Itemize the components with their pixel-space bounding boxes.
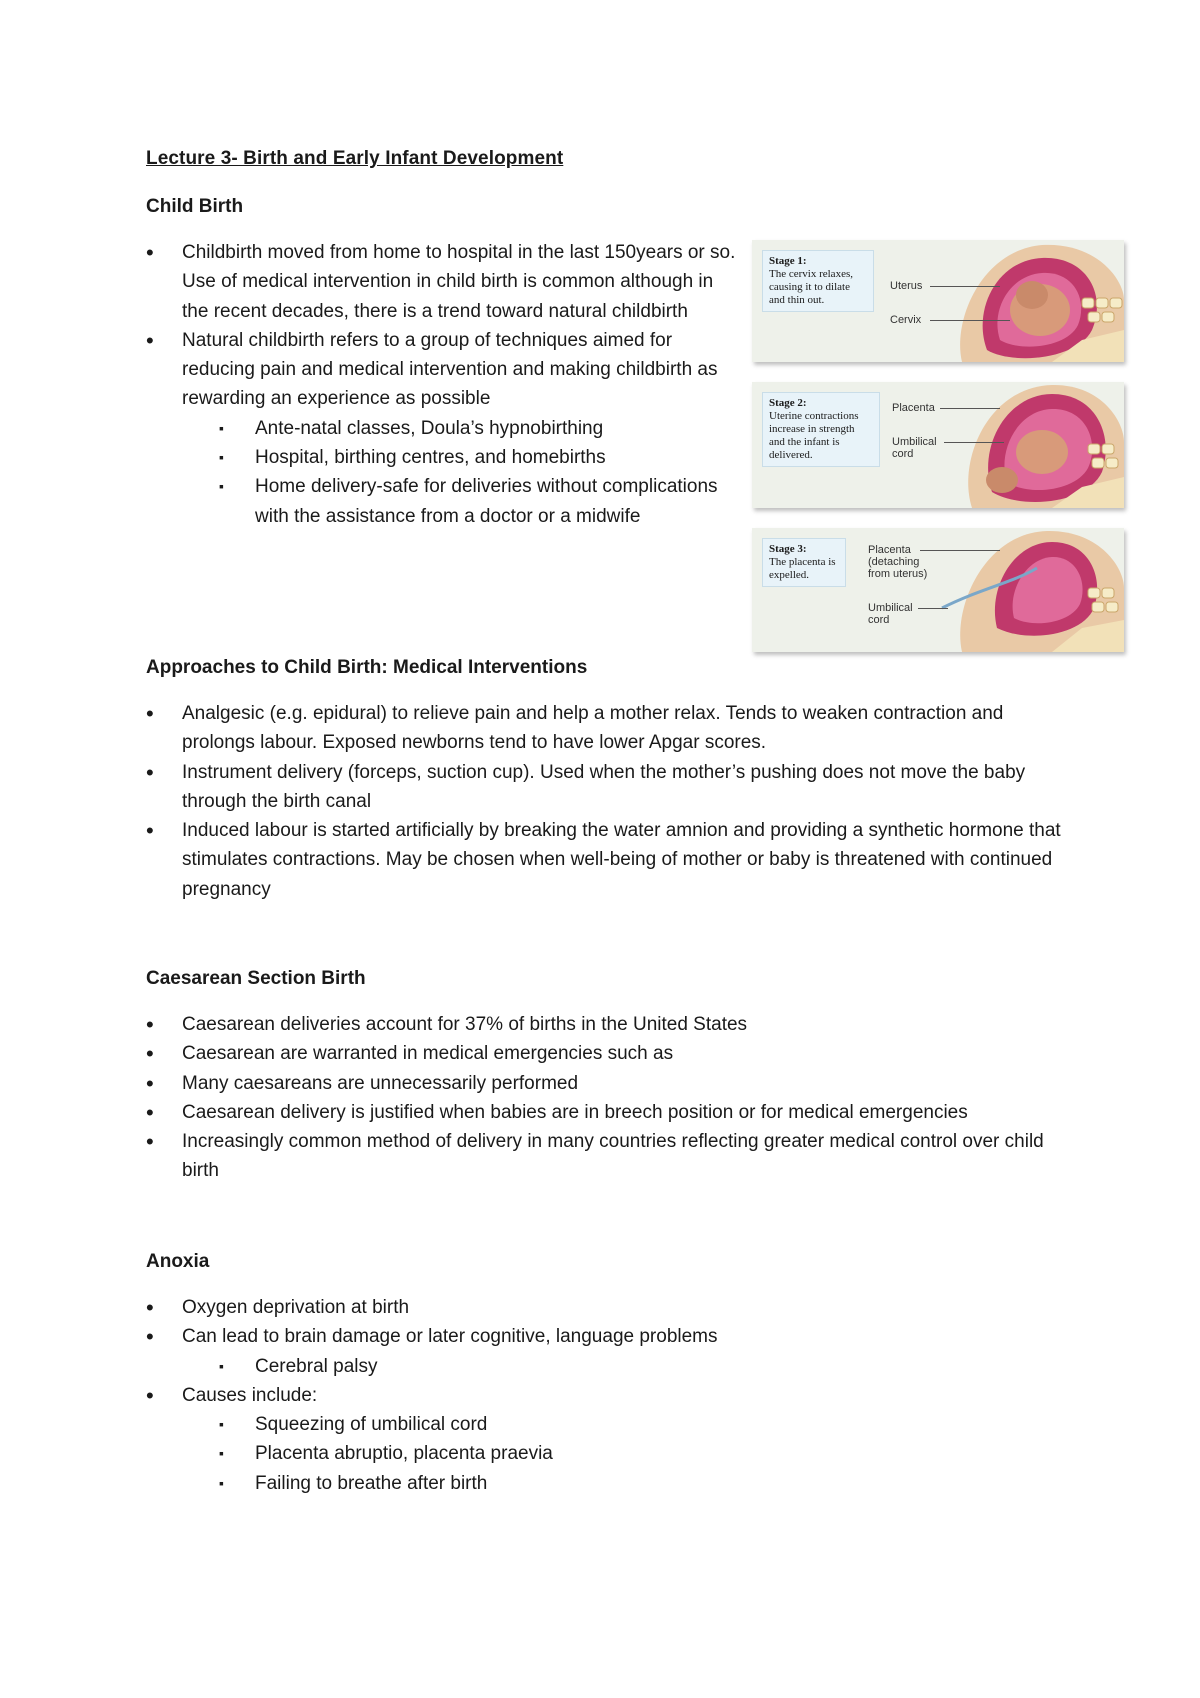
stage-3-title: Stage 3: [769, 543, 807, 555]
labour-stage-3-figure [752, 528, 1124, 652]
anoxia-causes-sublist [182, 1410, 1066, 1498]
approaches-list [146, 699, 1066, 904]
stage-2-text: Uterine contractions increase in strength and the infant is delivered. [769, 410, 859, 461]
stage-3-caption [762, 538, 846, 587]
list-item: • Instrument delivery (forceps, suction cup). Used when the mother’s pushing does not move the baby through the birth canal [146, 758, 1066, 817]
sub-list-item: ▪ Ante-natal classes, Doula’s hypnobirthing [219, 414, 736, 443]
heading-anoxia: Anoxia [146, 1251, 210, 1272]
list-item [146, 1322, 1066, 1381]
list-item: • Many caesareans are unnecessarily performed [146, 1069, 1066, 1098]
child-birth-sublist [182, 414, 736, 531]
stage-3-label-umbilical-cord: Umbilical cord [868, 602, 913, 626]
heading-caesarean: Caesarean Section Birth [146, 968, 366, 989]
labour-stage-1-figure [752, 240, 1124, 362]
stage-1-caption [762, 250, 874, 312]
child-birth-list [146, 238, 736, 531]
stage-1-label-cervix: Cervix [890, 314, 922, 326]
stage-2-caption [762, 392, 880, 467]
sub-list-item: ▪ Hospital, birthing centres, and homebirths [219, 443, 736, 472]
sub-list-item: ▪ Failing to breathe after birth [219, 1469, 1066, 1498]
list-item: • Induced labour is started artificially by breaking the water amnion and providing a synthetic hormone that stimulates contractions. May be chosen when well-being of mother or baby is threatened with continued pregnancy [146, 816, 1066, 904]
labour-stage-2-figure [752, 382, 1124, 508]
list-item: • Caesarean deliveries account for 37% of births in the United States [146, 1010, 1066, 1039]
list-item: • Caesarean are warranted in medical emergencies such as [146, 1039, 1066, 1068]
stage-1-label-uterus: Uterus [890, 280, 923, 292]
sub-list-item: ▪ Placenta abruptio, placenta praevia [219, 1439, 1066, 1468]
list-item-text: Natural childbirth refers to a group of techniques aimed for reducing pain and medical intervention and making childbirth as rewarding an experience as possible [182, 329, 718, 410]
anoxia-sublist [182, 1352, 1066, 1381]
list-item [146, 1381, 1066, 1498]
anoxia-list [146, 1293, 1066, 1498]
stage-1-title: Stage 1: [769, 255, 807, 267]
document-title: Lecture 3- Birth and Early Infant Development [146, 148, 564, 169]
list-item-text: Causes include: [182, 1384, 318, 1406]
list-item: • Caesarean delivery is justified when babies are in breech position or for medical emergencies [146, 1098, 1066, 1127]
stage-1-leader-line [930, 286, 1000, 287]
stage-2-leader-line [940, 408, 1000, 409]
stage-1-text: The cervix relaxes, causing it to dilate and thin out. [769, 268, 853, 306]
sub-list-item: ▪ Squeezing of umbilical cord [219, 1410, 1066, 1439]
stage-2-title: Stage 2: [769, 397, 807, 409]
stage-3-text: The placenta is expelled. [769, 556, 836, 581]
stage-2-leader-line [944, 442, 1004, 443]
heading-approaches: Approaches to Child Birth: Medical Interventions [146, 657, 588, 678]
sub-list-item: ▪ Home delivery-safe for deliveries without complications with the assistance from a doctor or a midwife [219, 472, 736, 531]
list-item: • Increasingly common method of delivery in many countries reflecting greater medical control over child birth [146, 1127, 1066, 1186]
stage-3-label-placenta: Placenta (detaching from uterus) [868, 544, 928, 580]
list-item: • Analgesic (e.g. epidural) to relieve pain and help a mother relax. Tends to weaken contraction and prolongs labour. Exposed newborns tend to have lower Apgar scores. [146, 699, 1066, 758]
stage-3-leader-line [918, 608, 948, 609]
heading-child-birth: Child Birth [146, 196, 244, 217]
list-item: • Childbirth moved from home to hospital in the last 150years or so. Use of medical intervention in child birth is common although in the recent decades, there is a trend toward natural childbirth [146, 238, 736, 326]
list-item-text: Can lead to brain damage or later cognitive, language problems [182, 1326, 718, 1348]
list-item: • Oxygen deprivation at birth [146, 1293, 1066, 1322]
sub-list-item: ▪ Cerebral palsy [219, 1352, 1066, 1381]
stage-2-label-umbilical-cord: Umbilical cord [892, 436, 937, 460]
caesarean-list [146, 1010, 1066, 1186]
list-item [146, 326, 736, 531]
stage-3-leader-line [920, 550, 1000, 551]
stage-2-label-placenta: Placenta [892, 402, 935, 414]
stage-1-leader-line [930, 320, 1010, 321]
